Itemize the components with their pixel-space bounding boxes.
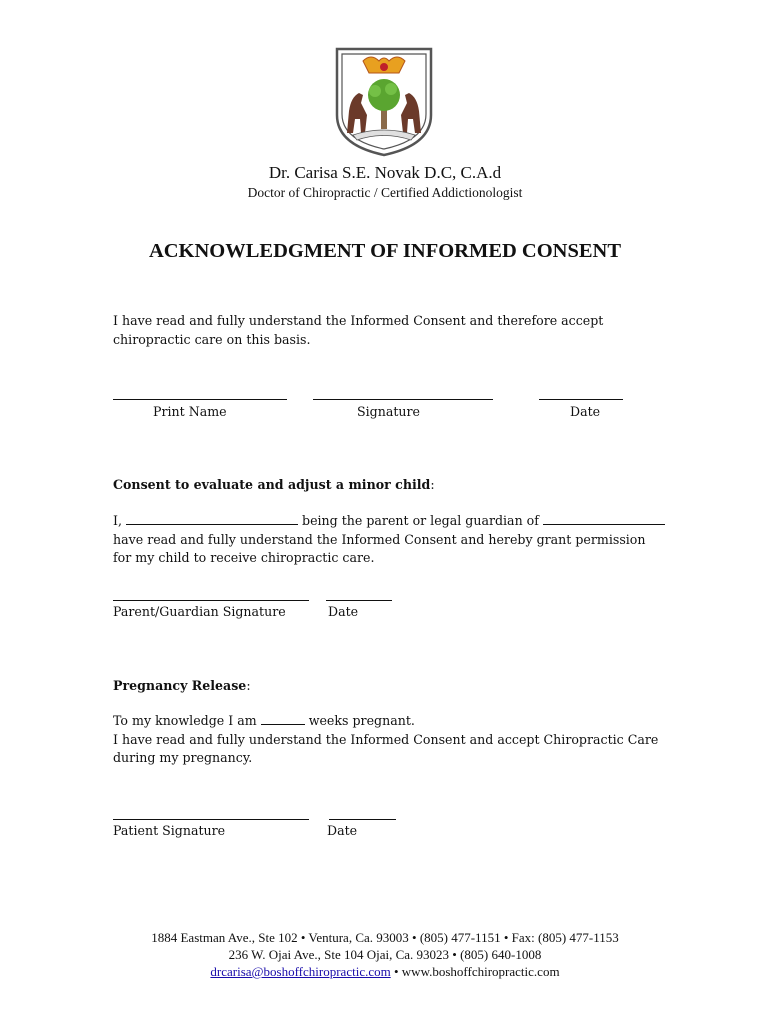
date-line[interactable]	[539, 399, 623, 400]
footer-line-1: 1884 Eastman Ave., Ste 102 • Ventura, Ca. 93003 • (805) 477-1151 • Fax: (805) 477-1153	[151, 930, 619, 945]
minor-section-heading	[113, 476, 435, 495]
patient-date-label: Date	[327, 823, 358, 838]
patient-signature-line[interactable]	[113, 819, 309, 820]
guardian-signature-label: Parent/Guardian Signature	[113, 604, 286, 619]
minor-line-2: have read and fully understand the Informed Consent and hereby grant permission	[113, 531, 646, 547]
footer-line-3	[0, 963, 770, 980]
pregnancy-line-3: during my pregnancy.	[113, 750, 253, 765]
minor-paragraph	[113, 512, 665, 568]
website-text: www.boshoffchiropractic.com	[401, 964, 560, 979]
minor-line-3: for my child to receive chiropractic care.	[113, 550, 375, 565]
date-label: Date	[570, 404, 601, 419]
intro-paragraph	[113, 312, 603, 349]
minor-heading-colon: :	[430, 477, 435, 492]
footer-address	[0, 929, 770, 980]
document-heading: ACKNOWLEDGMENT OF INFORMED CONSENT	[148, 240, 622, 262]
patient-signature-label: Patient Signature	[113, 823, 226, 838]
intro-line-1: I have read and fully understand the Informed Consent and therefore accept	[113, 313, 604, 328]
guardian-date-label: Date	[328, 604, 359, 619]
guardian-of-blank[interactable]	[543, 523, 665, 525]
pregnancy-line-2: I have read and fully understand the Informed Consent and accept Chiropractic Care	[113, 731, 659, 747]
doctor-name: Dr. Carisa S.E. Novak D.C, C.A.d	[268, 163, 502, 182]
signature-line[interactable]	[313, 399, 493, 400]
guardian-date-line[interactable]	[326, 600, 392, 601]
pregnancy-heading-text: Pregnancy Release	[113, 678, 247, 693]
patient-date-line[interactable]	[329, 819, 396, 820]
child-name-blank[interactable]	[126, 523, 298, 525]
pregnancy-line-1: To my knowledge I am weeks pregnant.	[113, 713, 415, 728]
footer-separator: •	[390, 964, 402, 979]
guardian-signature-line[interactable]	[113, 600, 309, 601]
print-name-label: Print Name	[153, 404, 227, 419]
signature-label: Signature	[357, 404, 420, 419]
practice-crest-logo	[333, 45, 435, 157]
pregnancy-section-heading	[113, 677, 251, 696]
intro-line-2: chiropractic care on this basis.	[113, 331, 311, 347]
pregnancy-heading-colon: :	[246, 678, 251, 693]
pregnancy-paragraph	[113, 712, 658, 768]
doctor-credentials: Doctor of Chiropractic / Certified Addictionologist	[247, 185, 523, 200]
email-link[interactable]: drcarisa@boshoffchiropractic.com	[210, 964, 391, 979]
minor-heading-text: Consent to evaluate and adjust a minor child	[113, 477, 431, 492]
print-name-line[interactable]	[113, 399, 287, 400]
footer-line-2: 236 W. Ojai Ave., Ste 104 Ojai, Ca. 93023 • (805) 640-1008	[228, 947, 542, 962]
minor-line-1: I, being the parent or legal guardian of	[113, 512, 665, 531]
weeks-blank[interactable]	[261, 723, 305, 725]
